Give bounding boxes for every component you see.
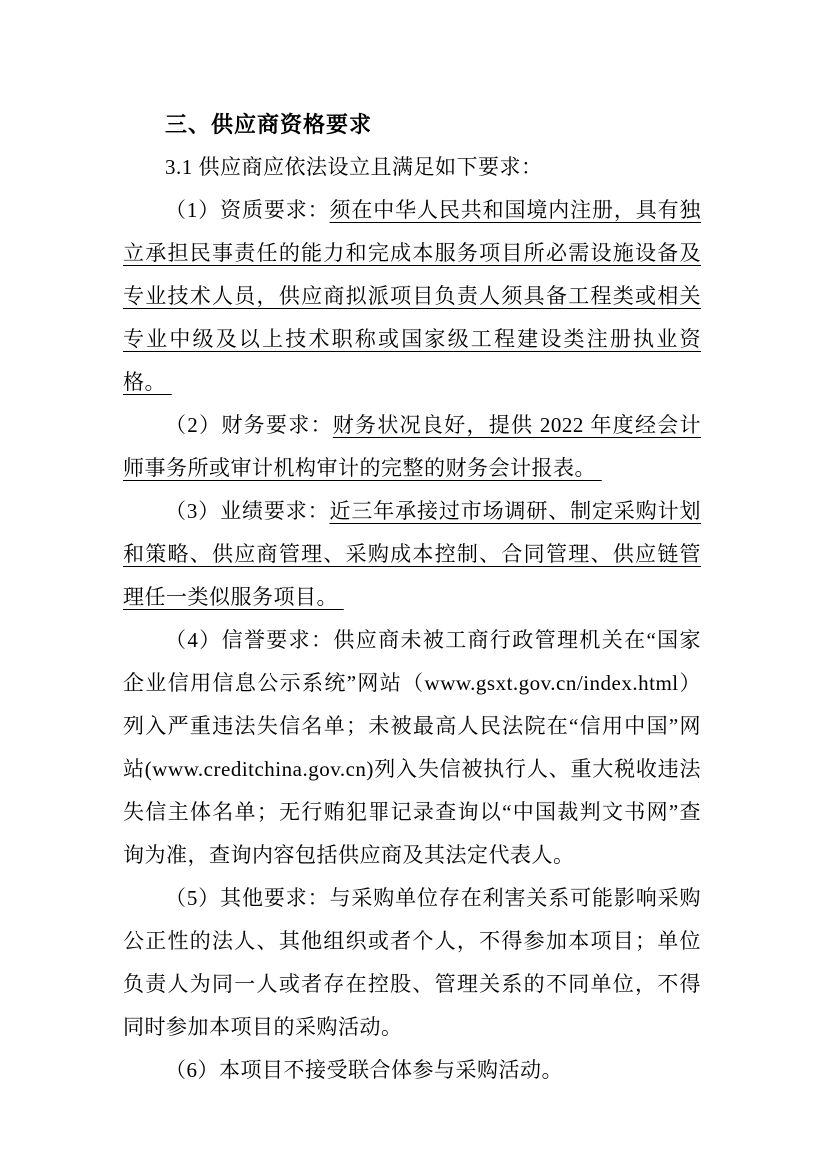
item-5-label: （5）其他要求： bbox=[165, 886, 330, 910]
item-1-label: （1）资质要求： bbox=[165, 198, 330, 222]
item-3-label: （3）业绩要求： bbox=[165, 499, 330, 523]
section-heading: 三、供应商资格要求 bbox=[165, 112, 373, 137]
item-3-performance-requirement bbox=[123, 490, 701, 619]
item-4-text: 供应商未被工商行政管理机关在“国家企业信用信息公示系统”网站（www.gsxt.gov.cn/index.html）列入严重违法失信名单；未被最高人民法院在“信用中国”网站(www.creditchina.gov.cn)列入失信被执行人、重大税收违法失信主体名单；无行贿犯罪记录查询以“中国裁判文书网”查询为准，查询内容包括供应商及其法定代表人。 bbox=[123, 628, 701, 867]
item-2-label: （2）财务要求： bbox=[165, 413, 333, 437]
item-6-label: （6） bbox=[165, 1058, 219, 1082]
intro-paragraph: 3.1 供应商应依法设立且满足如下要求： bbox=[165, 155, 543, 179]
item-6-text: 本项目不接受联合体参与采购活动。 bbox=[219, 1058, 563, 1082]
item-2-underlined-text: 财务状况良好，提供 2022 年度经会计师事务所或审计机构审计的完整的财务会计报表。 bbox=[123, 413, 702, 480]
item-6-consortium-clause bbox=[123, 1049, 701, 1092]
item-5-text: 与采购单位存在利害关系可能影响采购公正性的法人、其他组织或者个人，不得参加本项目；单位负责人为同一人或者存在控股、管理关系的不同单位，不得同时参加本项目的采购活动。 bbox=[123, 886, 701, 1039]
item-2-financial-requirement bbox=[123, 404, 701, 490]
item-4-reputation-requirement bbox=[123, 619, 701, 877]
item-3-underlined-text: 近三年承接过市场调研、制定采购计划和策略、供应商管理、采购成本控制、合同管理、供应链管理任一类似服务项目。 bbox=[123, 499, 701, 609]
item-4-label: （4）信誉要求： bbox=[165, 628, 334, 652]
item-5-other-requirement bbox=[123, 877, 701, 1049]
item-1-qualification-requirement bbox=[123, 189, 701, 404]
item-1-underlined-text: 须在中华人民共和国境内注册，具有独立承担民事责任的能力和完成本服务项目所必需设施设备及专业技术人员，供应商拟派项目负责人须具备工程类或相关专业中级及以上技术职称或国家级工程建设类注册执业资格。 bbox=[123, 198, 701, 394]
